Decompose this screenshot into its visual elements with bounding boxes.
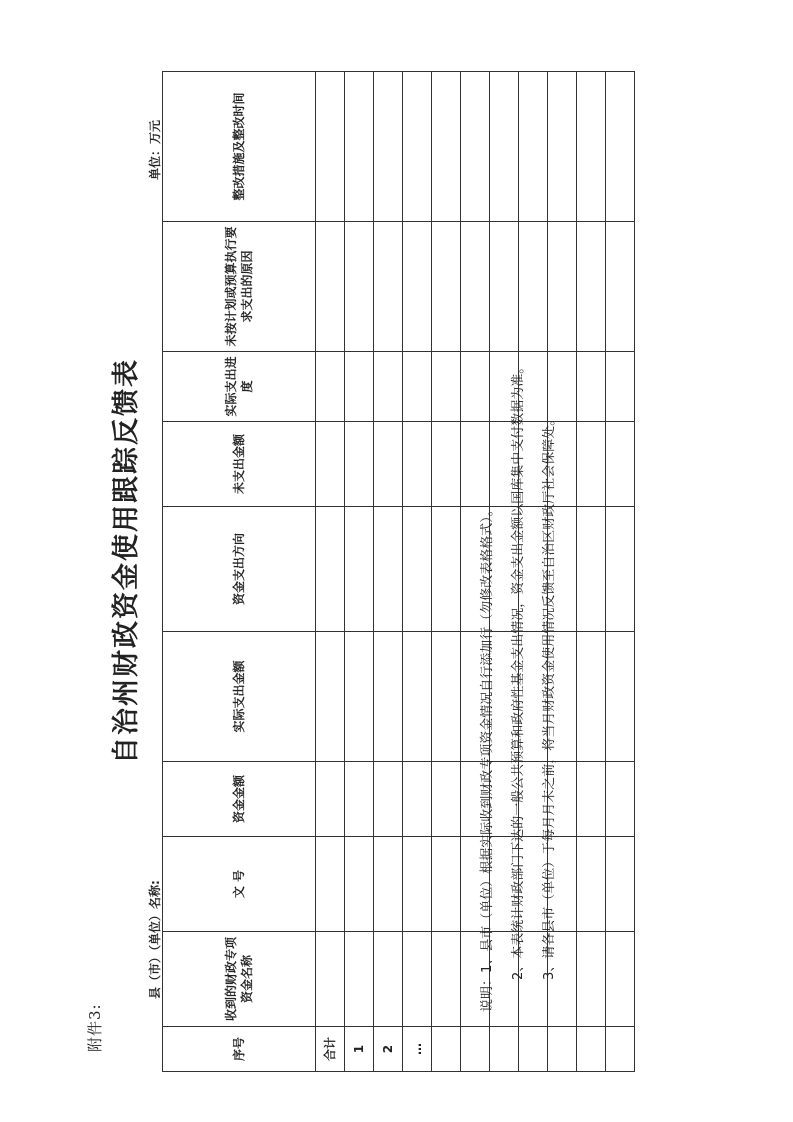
row-index-cell: 2 xyxy=(374,1027,403,1072)
table-cell xyxy=(606,422,635,507)
table-cell xyxy=(403,352,432,422)
table-row xyxy=(403,72,432,1072)
table-cell xyxy=(403,837,432,932)
table-cell xyxy=(374,632,403,762)
table-cell xyxy=(316,932,345,1027)
table-cell xyxy=(345,352,374,422)
column-header: 整改措施及整改时间 xyxy=(163,72,316,222)
table-cell xyxy=(606,632,635,762)
table-row xyxy=(345,72,374,1072)
row-index-cell xyxy=(577,1027,606,1072)
table-cell xyxy=(345,932,374,1027)
row-index-cell xyxy=(519,1027,548,1072)
table-row xyxy=(374,72,403,1072)
table-cell xyxy=(432,222,461,352)
table-cell xyxy=(577,932,606,1027)
table-cell xyxy=(577,352,606,422)
table-cell xyxy=(577,507,606,632)
table-cell xyxy=(432,72,461,222)
table-cell xyxy=(403,762,432,837)
table-cell xyxy=(374,352,403,422)
table-cell xyxy=(519,72,548,222)
table-row xyxy=(577,72,606,1072)
table-cell xyxy=(316,837,345,932)
table-cell xyxy=(316,72,345,222)
column-header: 文 号 xyxy=(163,837,316,932)
table-cell xyxy=(606,837,635,932)
table-cell xyxy=(519,222,548,352)
table-cell xyxy=(403,422,432,507)
column-header: 未支出金额 xyxy=(163,422,316,507)
table-cell xyxy=(345,422,374,507)
table-cell xyxy=(316,632,345,762)
table-cell xyxy=(432,352,461,422)
table-cell xyxy=(577,222,606,352)
table-cell xyxy=(606,762,635,837)
table-cell xyxy=(403,72,432,222)
table-cell xyxy=(606,932,635,1027)
table-cell xyxy=(432,837,461,932)
notes-section xyxy=(472,361,565,1012)
table-cell xyxy=(345,222,374,352)
table-cell xyxy=(490,72,519,222)
row-index-cell: 合计 xyxy=(316,1027,345,1072)
header-row xyxy=(163,72,316,1072)
row-index-cell xyxy=(490,1027,519,1072)
unit-label: 单位：万元 xyxy=(148,120,162,181)
row-index-cell: … xyxy=(403,1027,432,1072)
table-cell xyxy=(432,762,461,837)
table-row xyxy=(316,72,345,1072)
table-cell xyxy=(345,507,374,632)
table-cell xyxy=(548,222,577,352)
table-cell xyxy=(403,932,432,1027)
table-cell xyxy=(374,72,403,222)
attachment-label: 附件3: xyxy=(86,1003,104,1052)
note-item-2: 2、本表统计财政部门下达的一般公共预算和政府性基金支出情况，资金支出金额以国库集中支付数据为准。 xyxy=(511,360,526,980)
table-cell xyxy=(577,837,606,932)
column-header: 资金金额 xyxy=(163,762,316,837)
table-cell xyxy=(606,507,635,632)
table-cell xyxy=(345,632,374,762)
table-cell xyxy=(432,422,461,507)
table-cell xyxy=(606,352,635,422)
note-item-1: 说明：1、县市（单位）根据实际收到财政专项资金情况自行添加行（勿修改表格格式）。 xyxy=(480,503,495,1012)
table-cell xyxy=(316,222,345,352)
table-cell xyxy=(374,932,403,1027)
table-cell xyxy=(374,222,403,352)
table-cell xyxy=(316,422,345,507)
table-cell xyxy=(461,72,490,222)
notes-lead: 说明： xyxy=(480,972,495,1012)
column-header: 未按计划或预算执行要求支出的原因 xyxy=(163,222,316,352)
table-cell xyxy=(461,222,490,352)
row-index-cell xyxy=(432,1027,461,1072)
table-row xyxy=(432,72,461,1072)
table-cell xyxy=(606,222,635,352)
form-title: 自治州财政资金使用跟踪反馈表 xyxy=(111,358,142,764)
table-cell xyxy=(316,762,345,837)
table-cell xyxy=(403,632,432,762)
column-header: 实际支出金额 xyxy=(163,632,316,762)
row-index-cell: 1 xyxy=(345,1027,374,1072)
table-cell xyxy=(432,507,461,632)
table-cell xyxy=(577,422,606,507)
note-item-3: 3、请各县市（单位）于每月月末之前，将当月财政资金使用情况反馈至自治区财政厅社会保障处。 xyxy=(542,412,557,980)
table-cell xyxy=(432,632,461,762)
table-cell xyxy=(577,632,606,762)
column-header: 收到的财政专项资金名称 xyxy=(163,932,316,1027)
table-cell xyxy=(345,762,374,837)
table-cell xyxy=(577,762,606,837)
table-cell xyxy=(374,422,403,507)
table-cell xyxy=(374,762,403,837)
table-cell xyxy=(577,72,606,222)
table-cell xyxy=(345,72,374,222)
table-cell xyxy=(374,837,403,932)
table-cell xyxy=(345,837,374,932)
row-index-cell xyxy=(461,1027,490,1072)
column-header: 资金支出方向 xyxy=(163,507,316,632)
row-index-cell xyxy=(548,1027,577,1072)
row-index-cell xyxy=(606,1027,635,1072)
table-cell xyxy=(490,222,519,352)
table-cell xyxy=(606,72,635,222)
table-row xyxy=(606,72,635,1072)
table-cell xyxy=(403,222,432,352)
table-cell xyxy=(403,507,432,632)
table-cell xyxy=(316,352,345,422)
column-header: 序号 xyxy=(163,1027,316,1072)
table-cell xyxy=(432,932,461,1027)
table-cell xyxy=(548,72,577,222)
table-cell xyxy=(316,507,345,632)
column-header: 实际支出进度 xyxy=(163,352,316,422)
table-cell xyxy=(374,507,403,632)
county-name-label: 县（市）（单位）名称: xyxy=(148,880,162,999)
